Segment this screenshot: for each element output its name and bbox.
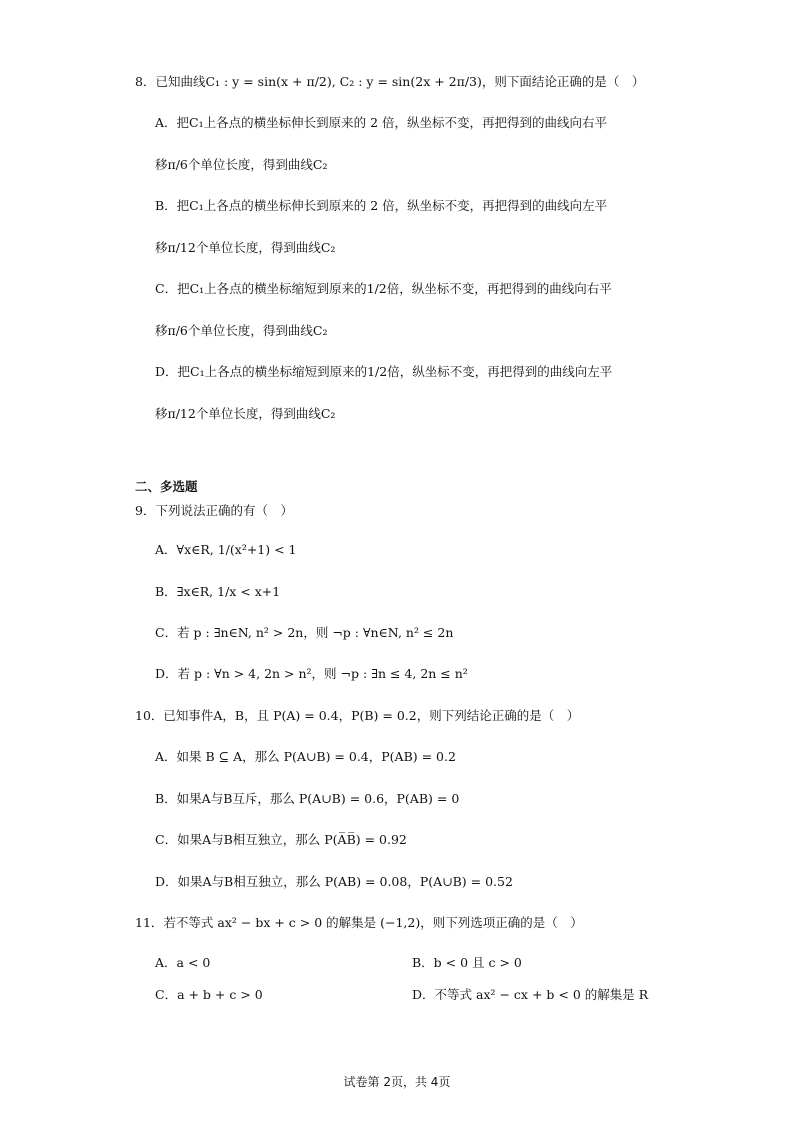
q9-option-b: B．∃x∈R, 1/x < x+1	[155, 584, 281, 599]
q11-stem: 11．若不等式 ax² − bx + c > 0 的解集是 (−1,2)，则下列选项正确的是（ ）	[135, 915, 583, 930]
q11-option-a: A．a < 0	[155, 955, 211, 970]
q8-option-a-line1: A．把C₁上各点的横坐标伸长到原来的 2 倍，纵坐标不变，再把得到的曲线向右平	[155, 115, 608, 130]
q8-option-d-line2: 移π/12个单位长度，得到曲线C₂	[155, 406, 336, 421]
section-heading-multiple-choice: 二、多选题	[135, 479, 198, 494]
q8-option-d-line1: D．把C₁上各点的横坐标缩短到原来的1/2倍，纵坐标不变，再把得到的曲线向左平	[155, 364, 613, 379]
q11-option-c: C．a + b + c > 0	[155, 987, 263, 1002]
page-footer: 试卷第 2页，共 4页	[343, 1075, 451, 1089]
q10-option-a: A．如果 B ⊆ A，那么 P(A∪B) = 0.4，P(AB) = 0.2	[155, 749, 456, 764]
q8-option-c-line1: C．把C₁上各点的横坐标缩短到原来的1/2倍，纵坐标不变，再把得到的曲线向右平	[155, 281, 612, 296]
q8-option-b-line1: B．把C₁上各点的横坐标伸长到原来的 2 倍，纵坐标不变，再把得到的曲线向左平	[155, 198, 608, 213]
q11-option-d: D．不等式 ax² − cx + b < 0 的解集是 R	[412, 987, 649, 1002]
q9-option-d: D．若 p : ∀n > 4, 2n > n²，则 ¬p : ∃n ≤ 4, 2n ≤ n²	[155, 666, 468, 681]
q8-option-c-line2: 移π/6个单位长度，得到曲线C₂	[155, 323, 328, 338]
q10-option-c: C．如果A与B相互独立，那么 P(A̅B̅) = 0.92	[155, 832, 407, 847]
q8-option-a-line2: 移π/6个单位长度，得到曲线C₂	[155, 157, 328, 172]
q10-option-b: B．如果A与B互斥，那么 P(A∪B) = 0.6，P(AB) = 0	[155, 791, 460, 806]
q10-stem: 10．已知事件A，B，且 P(A) = 0.4，P(B) = 0.2，则下列结论正确的是（ ）	[135, 708, 580, 723]
q9-option-a: A．∀x∈R, 1/(x²+1) < 1	[155, 542, 297, 557]
q11-option-b: B．b < 0 且 c > 0	[412, 955, 522, 970]
q9-stem: 9．下列说法正确的有（ ）	[135, 503, 293, 518]
q8-option-b-line2: 移π/12个单位长度，得到曲线C₂	[155, 240, 336, 255]
q10-option-d: D．如果A与B相互独立，那么 P(AB) = 0.08，P(A∪B) = 0.52	[155, 874, 513, 889]
q8-stem: 8．已知曲线C₁ : y = sin(x + π/2), C₂ : y = sin(2x + 2π/3)，则下面结论正确的是（ ）	[135, 74, 645, 89]
q9-option-c: C．若 p : ∃n∈N, n² > 2n，则 ¬p : ∀n∈N, n² ≤ 2n	[155, 625, 454, 640]
